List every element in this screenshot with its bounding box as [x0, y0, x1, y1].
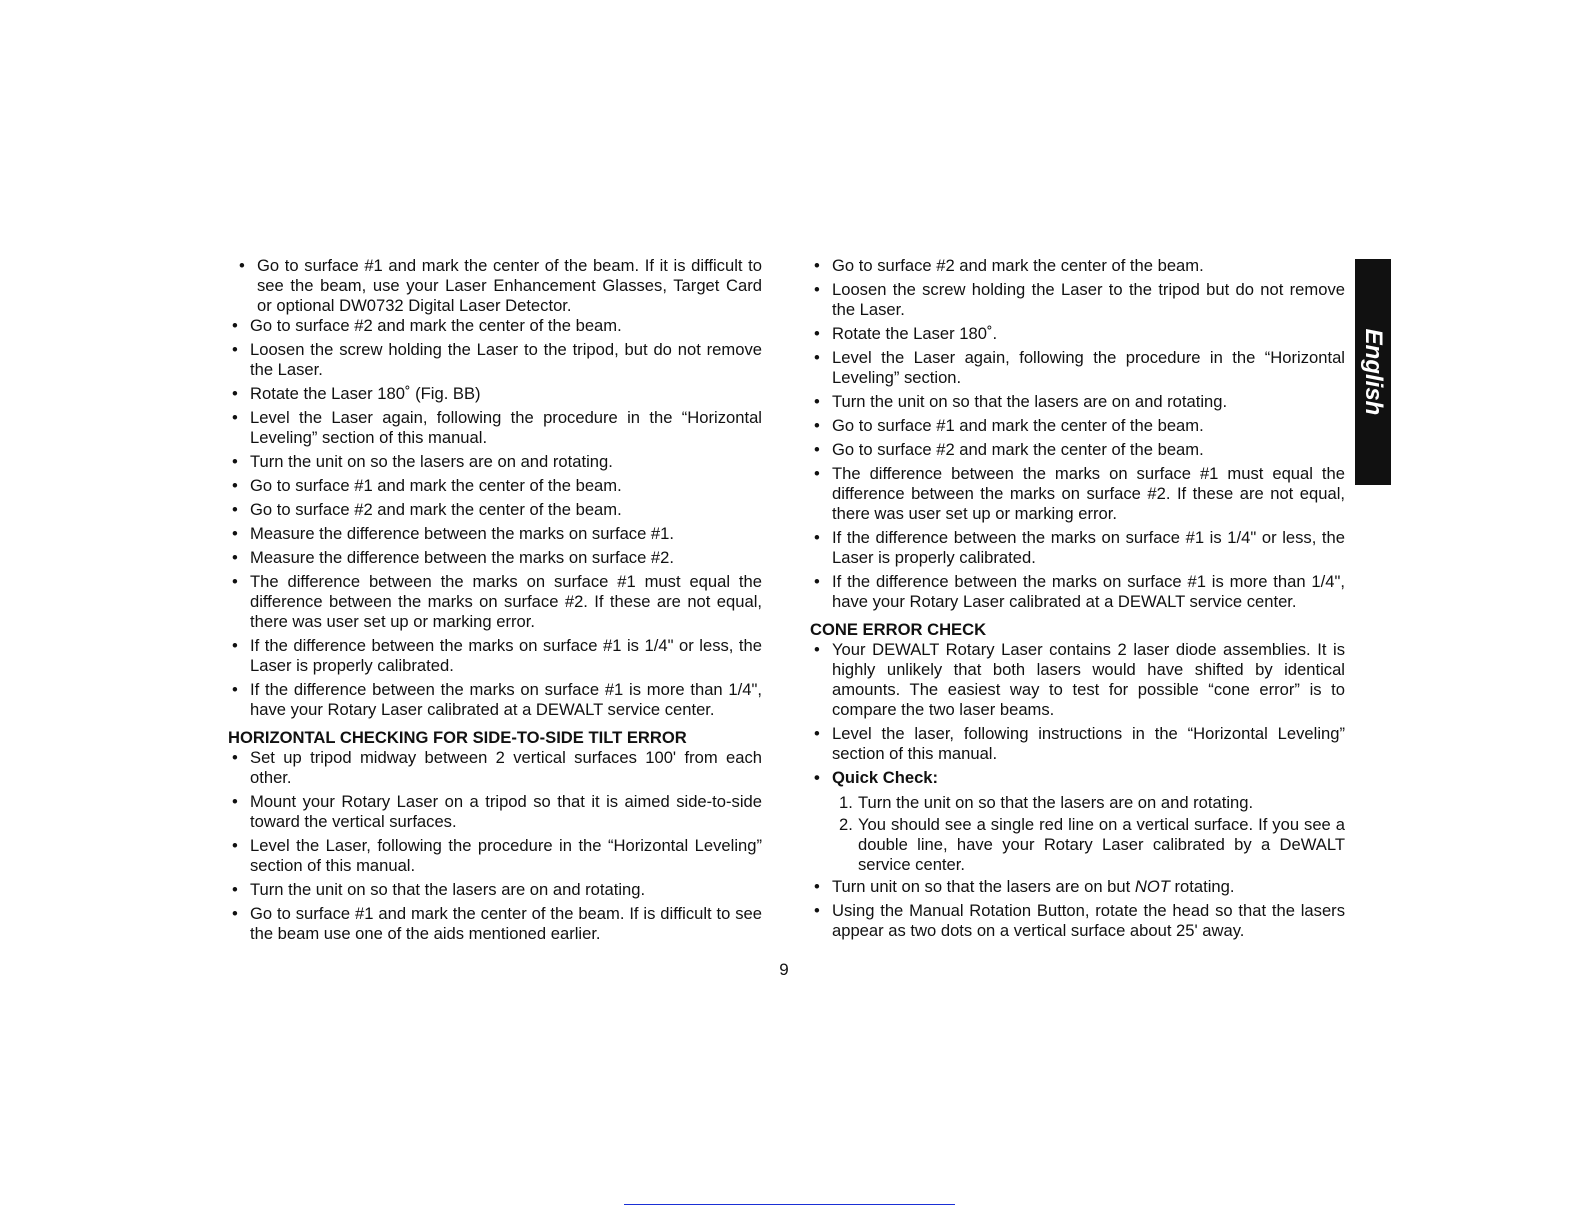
step-number: 1.	[839, 793, 853, 812]
right-procedure-list	[810, 256, 1345, 612]
list-item: • Go to surface #1 and mark the center of the beam.	[228, 476, 762, 496]
list-item: • Go to surface #2 and mark the center of the beam.	[810, 256, 1345, 276]
numbered-step	[810, 815, 1345, 875]
list-item: • Using the Manual Rotation Button, rotate the head so that the lasers appear as two dots on a vertical surface about 25' away.	[810, 901, 1345, 941]
quick-check-label: • Quick Check:	[810, 768, 1345, 788]
item-text-before: Turn unit on so that the lasers are on but	[832, 877, 1135, 896]
list-item: • Level the Laser again, following the procedure in the “Horizontal Leveling” section of this manual.	[228, 408, 762, 448]
list-item: • Your DEWALT Rotary Laser contains 2 laser diode assemblies. It is highly unlikely that both lasers would have shifted by identical amounts. The easiest way to test for possible “cone error” is to compare the two laser beams.	[810, 640, 1345, 720]
list-item: • Measure the difference between the marks on surface #2.	[228, 548, 762, 568]
list-item: • If the difference between the marks on surface #1 is more than 1/4", have your Rotary Laser calibrated at a DEWALT service center.	[810, 572, 1345, 612]
list-item: • Set up tripod midway between 2 vertical surfaces 100' from each other.	[228, 748, 762, 788]
list-item: • Loosen the screw holding the Laser to the tripod but do not remove the Laser.	[810, 280, 1345, 320]
section-heading-side-to-side: HORIZONTAL CHECKING FOR SIDE-TO-SIDE TILT ERROR	[228, 728, 687, 747]
list-item: • Rotate the Laser 180˚.	[810, 324, 1345, 344]
list-item: • Loosen the screw holding the Laser to the tripod, but do not remove the Laser.	[228, 340, 762, 380]
step-number: 2.	[839, 815, 853, 834]
side-to-side-list	[228, 748, 762, 944]
list-item: • Level the Laser, following the procedure in the “Horizontal Leveling” section of this manual.	[228, 836, 762, 876]
list-item: • If the difference between the marks on surface #1 is 1/4" or less, the Laser is properly calibrated.	[810, 528, 1345, 568]
list-item: • Rotate the Laser 180˚ (Fig. BB)	[228, 384, 762, 404]
list-item: • The difference between the marks on surface #1 must equal the difference between the marks on surface #2. If these are not equal, there was user set up or marking error.	[228, 572, 762, 632]
list-item: • Mount your Rotary Laser on a tripod so that it is aimed side-to-side toward the vertical surfaces.	[228, 792, 762, 832]
language-side-tab	[1355, 259, 1391, 485]
footer-rule	[624, 1204, 955, 1205]
list-item: • Measure the difference between the marks on surface #1.	[228, 524, 762, 544]
cone-error-continued-list	[810, 877, 1345, 941]
list-item: • Turn the unit on so that the lasers are on and rotating.	[810, 392, 1345, 412]
page-number: 9	[779, 960, 789, 979]
list-item: • Turn the unit on so the lasers are on and rotating.	[228, 452, 762, 472]
list-item: • Go to surface #2 and mark the center of the beam.	[810, 440, 1345, 460]
language-tab-label: English	[1360, 328, 1387, 416]
left-column	[228, 256, 762, 948]
list-item: • If the difference between the marks on surface #1 is more than 1/4", have your Rotary Laser calibrated at a DEWALT service center.	[228, 680, 762, 720]
quick-check-steps	[810, 793, 1345, 875]
list-item: • Level the Laser again, following the procedure in the “Horizontal Leveling” section.	[810, 348, 1345, 388]
step-text: Turn the unit on so that the lasers are on and rotating.	[858, 793, 1254, 812]
section-heading-cone-error: CONE ERROR CHECK	[810, 620, 987, 639]
list-item: • The difference between the marks on surface #1 must equal the difference between the marks on surface #2. If these are not equal, there was user set up or marking error.	[810, 464, 1345, 524]
numbered-step	[810, 793, 1345, 813]
list-item: • If the difference between the marks on surface #1 is 1/4" or less, the Laser is properly calibrated.	[228, 636, 762, 676]
step-text: You should see a single red line on a vertical surface. If you see a double line, have your Rotary Laser calibrated by a DeWALT service center.	[858, 815, 1345, 874]
left-procedure-list	[228, 256, 762, 720]
list-item: • Turn the unit on so that the lasers are on and rotating.	[228, 880, 762, 900]
list-item	[810, 877, 1345, 897]
list-item: • Go to surface #2 and mark the center of the beam.	[228, 500, 762, 520]
item-text-after: rotating.	[1169, 877, 1235, 896]
list-item: • Go to surface #2 and mark the center of the beam.	[228, 316, 762, 336]
cone-error-list	[810, 640, 1345, 788]
right-column	[810, 256, 1345, 945]
list-item: • Level the laser, following instructions in the “Horizontal Leveling” section of this manual.	[810, 724, 1345, 764]
list-item: • Go to surface #1 and mark the center of the beam. If it is difficult to see the beam, use your Laser Enhancement Glasses, Target Card or optional DW0732 Digital Laser Detector.	[228, 256, 762, 316]
emphasis-not: NOT	[1134, 877, 1170, 896]
list-item: • Go to surface #1 and mark the center of the beam. If is difficult to see the beam use one of the aids mentioned earlier.	[228, 904, 762, 944]
list-item: • Go to surface #1 and mark the center of the beam.	[810, 416, 1345, 436]
